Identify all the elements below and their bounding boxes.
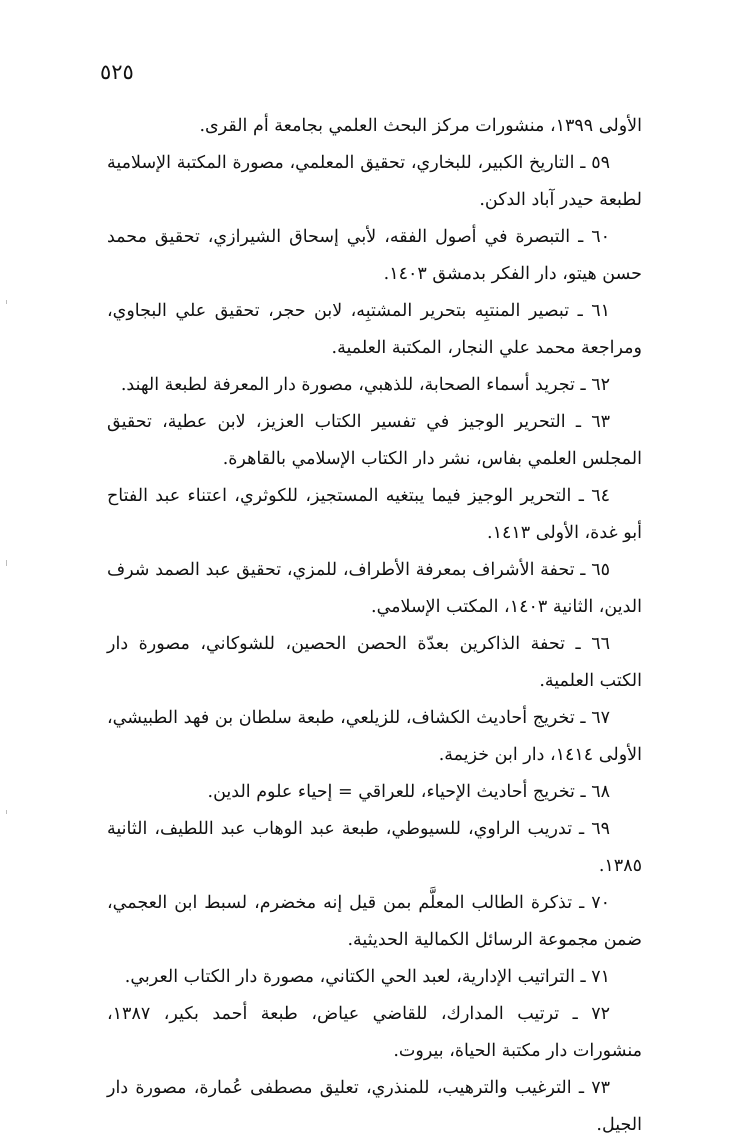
bibliography-entry-65: ٦٥ ـ تحفة الأشراف بمعرفة الأطراف، للمزي، تحقيق عبد الصمد شرف الدين، الثانية ١٤٠٣، المكتب الإسلامي. xyxy=(107,560,642,617)
bibliography-entry-63: ٦٣ ـ التحرير الوجيز في تفسير الكتاب العزيز، لابن عطية، تحقيق المجلس العلمي بفاس، نشر دار الكتاب الإسلامي بالقاهرة. xyxy=(107,412,642,469)
scan-edge-mark xyxy=(6,810,7,814)
bibliography-entry-66: ٦٦ ـ تحفة الذاكرين بعدّة الحصن الحصين، للشوكاني، مصورة دار الكتب العلمية. xyxy=(107,634,642,691)
page-number: ٥٢٥ xyxy=(100,60,134,84)
bibliography-entry-61: ٦١ ـ تبصير المنتبِه بتحرير المشتبِه، لابن حجر، تحقيق علي البجاوي، ومراجعة محمد علي النجار، المكتبة العلمية. xyxy=(107,301,642,358)
bibliography-list xyxy=(107,108,642,1144)
bibliography-entry-70: ٧٠ ـ تذكرة الطالب المعلَّم بمن قيل إنه مخضرم، لسبط ابن العجمي، ضمن مجموعة الرسائل الكمالية الحديثية. xyxy=(107,893,642,950)
bibliography-entry-71: ٧١ ـ التراتيب الإدارية، لعبد الحي الكتاني، مصورة دار الكتاب العربي. xyxy=(124,967,610,987)
bibliography-entry-72: ٧٢ ـ ترتيب المدارك، للقاضي عياض، طبعة أحمد بكير، ١٣٨٧، منشورات دار مكتبة الحياة، بيروت. xyxy=(107,1004,642,1061)
scan-edge-mark xyxy=(6,300,7,304)
bibliography-entry-73: ٧٣ ـ الترغيب والترهيب، للمنذري، تعليق مصطفى عُمارة، مصورة دار الجيل. xyxy=(107,1078,642,1135)
bibliography-entry-62: ٦٢ ـ تجريد أسماء الصحابة، للذهبي، مصورة دار المعرفة لطبعة الهند. xyxy=(120,375,610,395)
scan-edge-mark xyxy=(6,560,7,566)
bibliography-entry-64: ٦٤ ـ التحرير الوجيز فيما يبتغيه المستجيز، للكوثري، اعتناء عبد الفتاح أبو غدة، الأولى ١٤١٣. xyxy=(107,486,642,543)
bibliography-entry-60: ٦٠ ـ التبصرة في أصول الفقه، لأبي إسحاق الشيرازي، تحقيق محمد حسن هيتو، دار الفكر بدمشق ١٤٠٣. xyxy=(107,227,642,284)
continuation-text: الأولى ١٣٩٩، منشورات مركز البحث العلمي بجامعة أم القرى. xyxy=(199,116,642,136)
bibliography-entry-68: ٦٨ ـ تخريج أحاديث الإحياء، للعراقي = إحياء علوم الدين. xyxy=(207,782,610,802)
bibliography-entry-67: ٦٧ ـ تخريج أحاديث الكشاف، للزيلعي، طبعة سلطان بن فهد الطبيشي، الأولى ١٤١٤، دار ابن خزيمة. xyxy=(107,708,642,765)
bibliography-entry-59: ٥٩ ـ التاريخ الكبير، للبخاري، تحقيق المعلمي، مصورة المكتبة الإسلامية لطبعة حيدر آباد الدكن. xyxy=(107,153,642,210)
bibliography-entry-69: ٦٩ ـ تدريب الراوي، للسيوطي، طبعة عبد الوهاب عبد اللطيف، الثانية ١٣٨٥. xyxy=(107,819,642,876)
